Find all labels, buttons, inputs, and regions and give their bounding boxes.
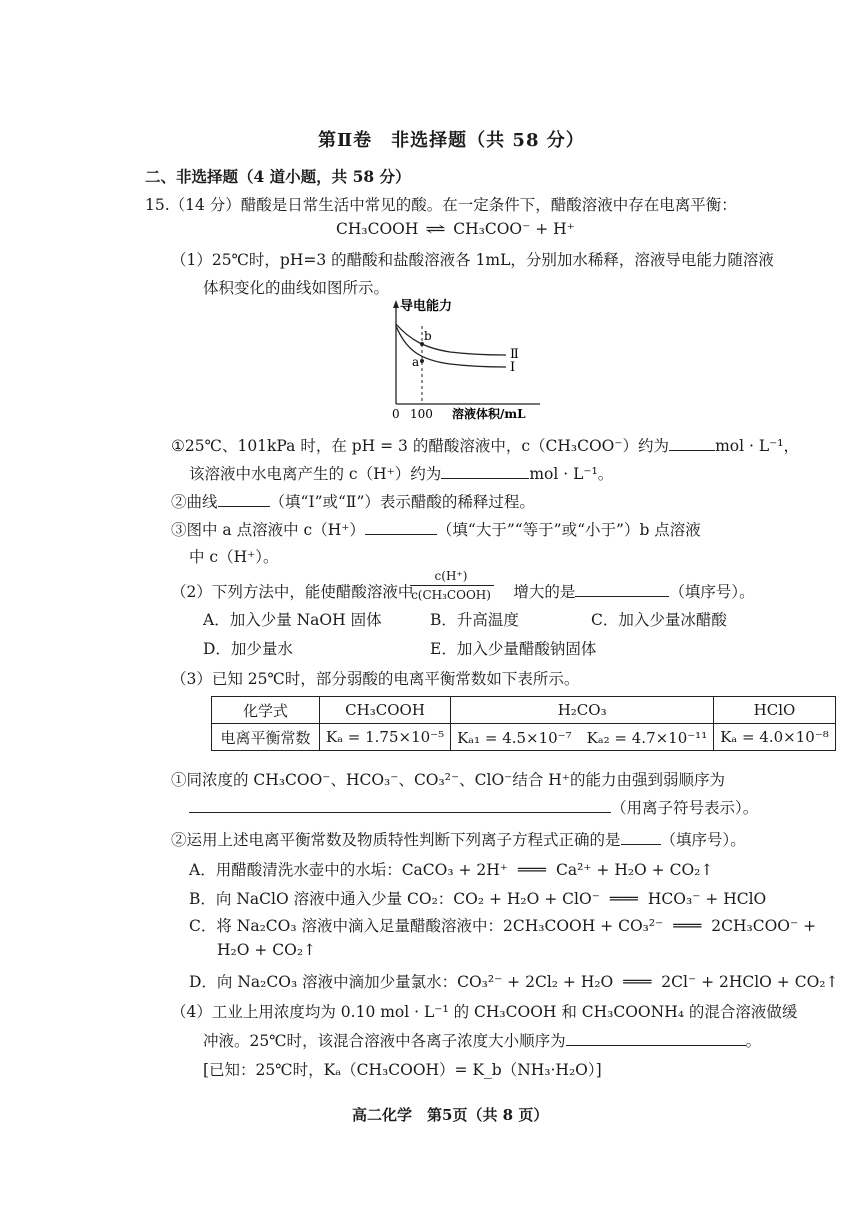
s1-line1 [171,434,799,456]
ka-value-hclo: Kₐ = 4.0×10⁻⁸ [714,724,836,751]
section-title: 第Ⅱ卷 非选择题（共 58 分） [318,130,585,151]
equals-arrow: ═══ [517,861,546,879]
s1-text-c: 该溶液中水电离产生的 c（H⁺）约为 [189,465,442,483]
ka-header-ch3cooh: CH₃COOH [320,697,451,724]
answer-blank-3[interactable] [218,492,270,507]
s3-line1 [171,518,701,540]
ka-header-formula: 化学式 [212,697,320,724]
p3-option-b [189,887,766,909]
s2-line [171,490,535,512]
equation-arrow: ⇌ [425,220,447,238]
equals-arrow: ═══ [673,917,702,935]
label-curve-II: Ⅱ [510,347,519,362]
p4-line1: （4）工业上用浓度均为 0.10 mol · L⁻¹ 的 CH₃COOH 和 CH₃COONH₄ 的混合溶液做缓 [171,1003,798,1021]
p3-s1-line2 [189,796,758,818]
s3-text-a: ③图中 a 点溶液中 c（H⁺） [171,521,365,539]
p3-s2-line [171,828,746,850]
answer-blank-2[interactable] [441,464,529,479]
answer-blank-6[interactable] [189,798,611,813]
fraction-denominator: c(CH₃COOH) [411,588,491,602]
graph-xlabel: 溶液体积/mL [452,407,526,421]
p3-option-c-line2: H₂O + CO₂↑ [217,941,317,959]
x-tick-0: 0 [392,407,400,421]
equals-arrow: ═══ [609,890,638,908]
p2-option-e: E．加入少量醋酸钠固体 [430,640,597,658]
ka-header-h2co3: H₂CO₃ [451,697,714,724]
s1-text-b: mol · L⁻¹， [715,437,800,455]
p4-text: 冲液。25℃时，该混合溶液中各离子浓度大小顺序为 [203,1032,566,1050]
label-curve-I: Ⅰ [510,360,516,375]
answer-blank-7[interactable] [621,830,661,845]
p4-text-end: 。 [745,1032,762,1050]
ionization-equation [336,220,575,238]
p3-s2-text: ②运用上述电离平衡常数及物质特性判断下列离子方程式正确的是 [171,831,621,849]
y-axis-arrow [393,300,399,308]
graph-ylabel: 导电能力 [400,299,453,314]
part-heading: 二、非选择题（4 道小题，共 58 分） [145,167,411,186]
p2-text-a: （2）下列方法中，能使醋酸溶液中 [171,583,414,601]
page-footer: 高二化学 第5页（共 8 页） [352,1106,549,1124]
option-a-left: A．用醋酸清洗水壶中的水垢：CaCO₃ + 2H⁺ [189,861,508,879]
conductivity-graph [380,298,550,424]
option-b-right: HCO₃⁻ + HClO [647,890,767,908]
label-a: a [412,355,420,369]
ka-table [211,696,836,751]
answer-blank-8[interactable] [566,1031,746,1046]
p3-option-d [189,970,839,992]
fraction-bar [410,585,494,586]
p3-s1-text-b: （用离子符号表示）。 [611,799,759,817]
fraction-numerator: c(H⁺) [434,569,468,583]
p2-text-b: 增大的是 [513,583,576,601]
ka-table-row [212,724,836,751]
p3-option-c [189,914,816,936]
p3-s2-tail: （填序号）。 [660,831,746,849]
ka-table-header [212,697,836,724]
p2-text-c: （填序号）。 [669,583,755,601]
p3-intro: （3）已知 25℃时，部分弱酸的电离平衡常数如下表所示。 [171,670,580,688]
answer-blank-1[interactable] [669,436,715,451]
answer-blank-4[interactable] [365,520,437,535]
s2-text-b: （填“Ⅰ”或“Ⅱ”）表示醋酸的稀释过程。 [269,493,535,511]
x-tick-100: 100 [410,407,433,421]
option-b-left: B．向 NaClO 溶液中通入少量 CO₂：CO₂ + H₂O + ClO⁻ [189,890,600,908]
s1-text-a: ①25℃、101kPa 时，在 pH = 3 的醋酸溶液中，c（CH₃COO⁻）约为 [171,437,670,455]
p3-option-a [189,858,713,880]
option-d-left: D．向 Na₂CO₃ 溶液中滴加少量氯水：CO₃²⁻ + 2Cl₂ + H₂O [189,973,614,991]
equation-left: CH₃COOH [336,220,419,238]
equation-right: CH₃COO⁻ + H⁺ [453,220,575,238]
point-a [420,359,424,363]
p1-line2: 体积变化的曲线如图所示。 [203,279,390,297]
s3-text-b: （填“大于”“等于”或“小于”）b 点溶液 [436,521,701,539]
answer-blank-5[interactable] [575,582,669,597]
s2-text-a: ②曲线 [171,493,218,511]
p4-line2 [203,1029,761,1051]
ka-value-ch3cooh: Kₐ = 1.75×10⁻⁵ [320,724,451,751]
p3-s1-line1: ①同浓度的 CH₃COO⁻、HCO₃⁻、CO₃²⁻、ClO⁻结合 H⁺的能力由强到弱顺序为 [171,771,725,789]
s3-line2: 中 c（H⁺）。 [189,548,279,566]
equals-arrow: ═══ [623,973,652,991]
s1-line2 [189,462,613,484]
ka-header-hclo: HClO [714,697,836,724]
option-c-left: C．将 Na₂CO₃ 溶液中滴入足量醋酸溶液中：2CH₃COOH + CO₃²⁻ [189,917,664,935]
p2-option-a: A．加入少量 NaOH 固体 [203,611,382,629]
p4-line3: [已知：25℃时，Kₐ（CH₃COOH）= K_b（NH₃·H₂O）] [203,1061,602,1079]
p2-option-d: D．加少量水 [203,640,293,658]
label-b: b [424,329,432,343]
s1-text-d: mol · L⁻¹。 [529,465,614,483]
p2-option-c: C．加入少量冰醋酸 [591,611,727,629]
p2-option-b: B．升高温度 [430,611,519,629]
option-d-right: 2Cl⁻ + 2HClO + CO₂↑ [661,973,839,991]
ka-value-h2co3: Kₐ₁ = 4.5×10⁻⁷ Kₐ₂ = 4.7×10⁻¹¹ [451,724,714,751]
option-a-right: Ca²⁺ + H₂O + CO₂↑ [555,861,714,879]
option-c-right: 2CH₃COO⁻ + [711,917,817,935]
p1-line1: （1）25℃时，pH=3 的醋酸和盐酸溶液各 1mL，分别加水稀释，溶液导电能力随溶液 [171,251,774,269]
q15-stem: 15.（14 分）醋酸是日常生活中常见的酸。在一定条件下，醋酸溶液中存在电离平衡： [145,196,737,214]
ka-row-label: 电离平衡常数 [212,724,320,751]
